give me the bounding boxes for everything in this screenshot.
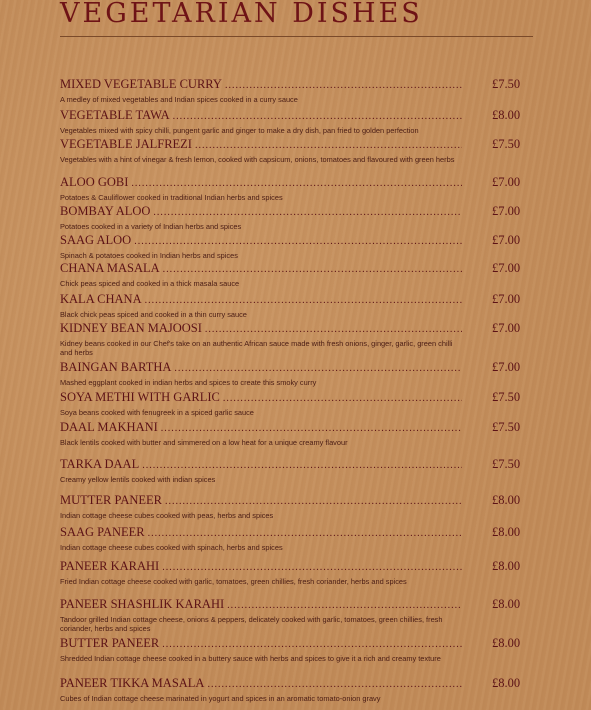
- dot-leader: [163, 264, 462, 275]
- dot-leader: [207, 679, 462, 690]
- dish-description: A medley of mixed vegetables and Indian spices cooked in a curry sauce: [60, 95, 298, 104]
- dot-leader: [161, 423, 462, 434]
- dish-name: CHANA MASALA: [60, 261, 160, 275]
- dish-description: Shredded Indian cottage cheese cooked in a buttery sauce with herbs and spices to give it a rich and creamy texture: [60, 654, 441, 663]
- menu-item-row: [60, 175, 462, 191]
- dish-name: VEGETABLE TAWA: [60, 108, 170, 122]
- dot-leader: [145, 295, 462, 306]
- dish-price: £7.50: [492, 390, 521, 404]
- dish-name: BAINGAN BARTHA: [60, 360, 172, 374]
- menu-item-row: [60, 77, 462, 93]
- dish-description: Spinach & potatoes cooked in Indian herbs and spices: [60, 251, 238, 260]
- menu-section-title: VEGETARIAN DISHES: [60, 0, 423, 29]
- dot-leader: [142, 460, 462, 471]
- dish-name: BUTTER PANEER: [60, 636, 160, 650]
- dot-leader: [134, 236, 462, 247]
- dish-description: Potatoes & Cauliflower cooked in traditional Indian herbs and spices: [60, 193, 283, 202]
- dish-name: PANEER TIKKA MASALA: [60, 676, 205, 690]
- dish-description: Creamy yellow lentils cooked with indian spices: [60, 475, 216, 484]
- dish-price: £7.00: [492, 261, 521, 275]
- dot-leader: [174, 363, 462, 374]
- dish-price: £7.00: [492, 321, 521, 335]
- menu-item-row: [60, 390, 462, 406]
- dish-description: Fried Indian cottage cheese cooked with garlic, tomatoes, green chillies, fresh coriander, herbs and spices: [60, 577, 407, 586]
- dish-description: Soya beans cooked with fenugreek in a spiced garlic sauce: [60, 408, 254, 417]
- dot-leader: [162, 562, 462, 573]
- dot-leader: [195, 140, 462, 151]
- dish-name: PANEER SHASHLIK KARAHI: [60, 597, 225, 611]
- dish-price: £8.00: [492, 493, 521, 507]
- menu-item-row: [60, 321, 462, 337]
- dish-description: Black chick peas spiced and cooked in a thin curry sauce: [60, 310, 247, 319]
- dish-price: £7.00: [492, 175, 521, 189]
- dish-price: £8.00: [492, 525, 521, 539]
- dish-price: £7.00: [492, 292, 521, 306]
- menu-item-row: [60, 676, 462, 692]
- dish-price: £7.50: [492, 77, 521, 91]
- menu-item-row: [60, 204, 462, 220]
- dish-description: Vegetables mixed with spicy chilli, pungent garlic and ginger to make a dry dish, pan fried to golden perfection: [60, 126, 419, 135]
- dish-price: £7.50: [492, 420, 521, 434]
- dot-leader: [227, 600, 462, 611]
- dish-description: Tandoor grilled Indian cottage cheese, onions & peppers, delicately cooked with garlic, tomatoes, green chillies, fresh coriander, herbs and spices: [60, 615, 443, 633]
- dot-leader: [205, 324, 462, 335]
- dish-price: £7.00: [492, 360, 521, 374]
- menu-item-row: [60, 233, 462, 249]
- dot-leader: [223, 393, 462, 404]
- dish-name: SAAG PANEER: [60, 525, 145, 539]
- dish-price: £8.00: [492, 636, 521, 650]
- menu-item-row: [60, 493, 462, 509]
- menu-item-row: [60, 525, 462, 541]
- dish-description: Indian cottage cheese cubes cooked with peas, herbs and spices: [60, 511, 274, 520]
- dish-name: TARKA DAAL: [60, 457, 140, 471]
- dish-description: Kidney beans cooked in our Chef's take on an authentic African sauce made with fresh onions, ginger, garlic, green chilli and herbs: [60, 339, 453, 357]
- dish-price: £7.00: [492, 233, 521, 247]
- dish-price: £7.50: [492, 137, 521, 151]
- dish-price: £8.00: [492, 559, 521, 573]
- menu-item-row: [60, 636, 462, 652]
- dot-leader: [165, 496, 462, 507]
- dish-name: PANEER KARAHI: [60, 559, 160, 573]
- dish-name: VEGETABLE JALFREZI: [60, 137, 192, 151]
- menu-item-row: [60, 108, 462, 124]
- dot-leader: [225, 80, 462, 91]
- dot-leader: [173, 111, 462, 122]
- dish-description: Chick peas spiced and cooked in a thick masala sauce: [60, 279, 240, 288]
- dot-leader: [148, 528, 462, 539]
- dish-name: SAAG ALOO: [60, 233, 132, 247]
- menu-item-row: [60, 292, 462, 308]
- dish-name: DAAL MAKHANI: [60, 420, 158, 434]
- dish-description: Indian cottage cheese cubes cooked with spinach, herbs and spices: [60, 543, 283, 552]
- menu-item-row: [60, 261, 462, 277]
- dish-description: Black lentils cooked with butter and simmered on a low heat for a unique creamy flavour: [60, 438, 348, 447]
- dish-name: ALOO GOBI: [60, 175, 129, 189]
- menu-item-row: [60, 457, 462, 473]
- dish-name: MIXED VEGETABLE CURRY: [60, 77, 222, 91]
- dish-price: £8.00: [492, 597, 521, 611]
- menu-item-row: [60, 597, 462, 613]
- dot-leader: [153, 207, 462, 218]
- dish-name: KIDNEY BEAN MAJOOSI: [60, 321, 202, 335]
- menu-item-row: [60, 420, 462, 436]
- title-divider: [60, 36, 533, 37]
- dot-leader: [162, 639, 462, 650]
- dish-price: £7.00: [492, 204, 521, 218]
- dish-price: £8.00: [492, 108, 521, 122]
- menu-item-row: [60, 360, 462, 376]
- dot-leader: [131, 178, 462, 189]
- dish-price: £8.00: [492, 676, 521, 690]
- dish-description: Potatoes cooked in a variety of Indian herbs and spices: [60, 222, 242, 231]
- dish-name: SOYA METHI WITH GARLIC: [60, 390, 220, 404]
- dish-description: Vegetables with a hint of vinegar & fresh lemon, cooked with capsicum, onions, tomatoes and flavoured with green herbs: [60, 155, 455, 164]
- dish-name: KALA CHANA: [60, 292, 142, 306]
- dish-name: MUTTER PANEER: [60, 493, 162, 507]
- dish-description: Cubes of Indian cottage cheese marinated in yogurt and spices in an aromatic tomato-onion gravy: [60, 694, 381, 703]
- menu-item-row: [60, 137, 462, 153]
- dish-description: Mashed eggplant cooked in indian herbs and spices to create this smoky curry: [60, 378, 317, 387]
- dish-name: BOMBAY ALOO: [60, 204, 151, 218]
- menu-item-row: [60, 559, 462, 575]
- dish-price: £7.50: [492, 457, 521, 471]
